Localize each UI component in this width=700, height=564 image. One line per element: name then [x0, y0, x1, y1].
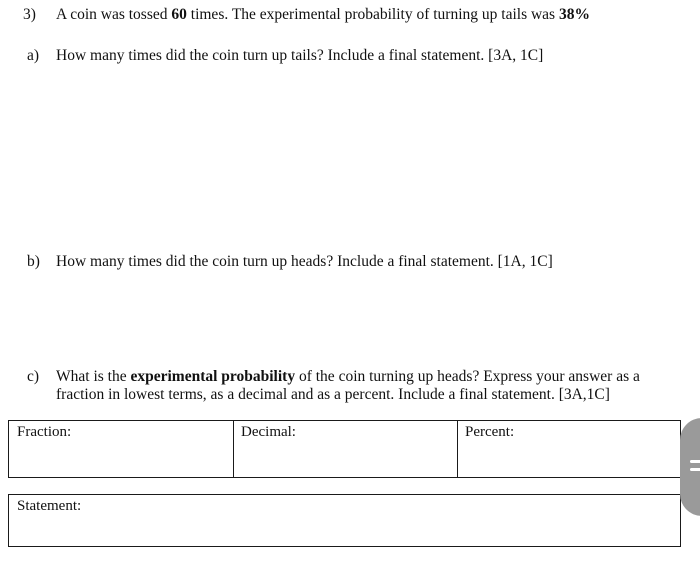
part-c-text-pre: What is the: [56, 368, 131, 385]
question-number: 3): [23, 6, 36, 23]
answer-table: [8, 420, 681, 478]
part-a-text: How many times did the coin turn up tails? Include a final statement. [3A, 1C]: [56, 47, 544, 64]
question-intro-pre: A coin was tossed: [56, 6, 172, 23]
toss-count: 60: [171, 6, 187, 23]
part-b-text: How many times did the coin turn up heads? Include a final statement. [1A, 1C]: [56, 253, 553, 270]
statement-box: [8, 494, 681, 547]
handle-grip-line-1: [690, 460, 700, 463]
decimal-label: Decimal:: [241, 424, 296, 440]
part-c-label: c): [27, 368, 40, 385]
part-c-text: [56, 368, 640, 386]
part-c-text-line2: fraction in lowest terms, as a decimal and as a percent. Include a final statement. [3A,1C]: [56, 386, 610, 403]
question-intro-mid: times. The experimental probability of turning up tails was: [186, 6, 559, 23]
part-c-text-post: of the coin turning up heads? Express your answer as a: [295, 368, 640, 385]
percent-label: Percent:: [465, 424, 515, 440]
question-intro: [56, 6, 590, 24]
side-drawer-handle[interactable]: [680, 418, 700, 516]
part-b-label: b): [27, 253, 40, 270]
tails-percent: 38%: [558, 6, 590, 23]
fraction-label: Fraction:: [17, 424, 72, 440]
part-a-label: a): [27, 47, 40, 64]
column-divider-1: [233, 421, 234, 477]
handle-grip-line-2: [690, 468, 700, 471]
column-divider-2: [457, 421, 458, 477]
statement-label: Statement:: [17, 498, 82, 514]
part-c-emphasis: experimental probability: [130, 368, 296, 385]
